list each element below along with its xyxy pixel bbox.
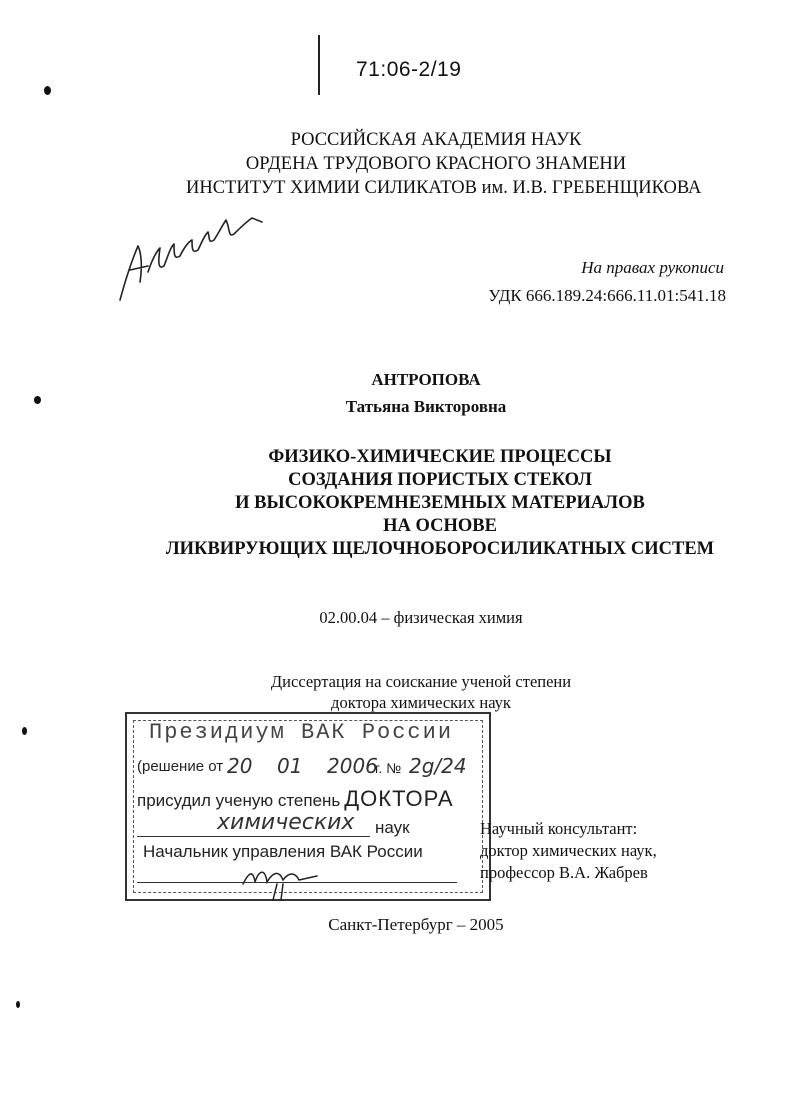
udc-code: УДК 666.189.24:666.11.01:541.18 <box>488 286 726 305</box>
scientific-consultant <box>480 818 657 884</box>
consultant-line: Научный консультант: <box>480 819 638 838</box>
decision-prefix: (решение от <box>137 758 224 775</box>
author-name: Татьяна Викторовна <box>345 397 507 416</box>
organization-line: ОРДЕНА ТРУДОВОГО КРАСНОГО ЗНАМЕНИ <box>245 154 627 174</box>
degree-line: доктора химических наук <box>331 693 511 712</box>
title-line: ФИЗИКО-ХИМИЧЕСКИЕ ПРОЦЕССЫ <box>268 447 612 467</box>
rights-note: На правах рукописи <box>581 258 724 277</box>
scan-margin-line <box>318 35 320 95</box>
stamp-heading: Президиум ВАК России <box>149 720 454 745</box>
science-handwritten: химических <box>217 810 355 835</box>
decision-year: 2006 <box>327 754 378 778</box>
vak-stamp <box>125 712 491 901</box>
consultant-line: профессор В.А. Жабрев <box>480 863 648 882</box>
decision-day: 20 <box>227 754 253 778</box>
science-suffix: наук <box>375 818 410 837</box>
decision-month: 01 <box>277 754 303 778</box>
decision-number-label: г. № <box>375 760 402 776</box>
award-text: присудил ученую степень <box>137 791 341 810</box>
organization-header <box>186 128 702 200</box>
scan-dot <box>22 727 27 735</box>
archive-code: 71:06-2/19 <box>356 58 462 81</box>
degree-line: Диссертация на соискание ученой степени <box>270 672 572 691</box>
stamp-award <box>137 786 454 812</box>
author-signature <box>112 208 272 308</box>
stamp-underline <box>137 836 370 837</box>
organization-line: ИНСТИТУТ ХИМИИ СИЛИКАТОВ им. И.В. ГРЕБЕНЩИКОВА <box>186 178 702 198</box>
degree-word: ДОКТОРА <box>344 786 454 811</box>
chief-signature <box>237 854 327 902</box>
consultant-line: доктор химических наук, <box>480 841 657 860</box>
title-line: НА ОСНОВЕ <box>383 516 497 536</box>
title-line: СОЗДАНИЯ ПОРИСТЫХ СТЕКОЛ <box>288 470 592 490</box>
city-year: Санкт-Петербург – 2005 <box>328 915 504 934</box>
scan-dot <box>16 1001 20 1008</box>
scan-dot <box>44 86 51 95</box>
title-line: И ВЫСОКОКРЕМНЕЗЕМНЫХ МАТЕРИАЛОВ <box>235 493 645 513</box>
stamp-signature-line <box>137 882 457 883</box>
organization-line: РОССИЙСКАЯ АКАДЕМИЯ НАУК <box>290 130 582 150</box>
decision-number: 2g/24 <box>409 754 467 778</box>
title-line: ЛИКВИРУЮЩИХ ЩЕЛОЧНОБОРОСИЛИКАТНЫХ СИСТЕМ <box>165 539 715 559</box>
specialty: 02.00.04 – физическая химия <box>319 608 523 627</box>
stamp-chief-title: Начальник управления ВАК России <box>143 842 423 861</box>
dissertation-degree <box>240 671 602 713</box>
author-surname: АНТРОПОВА <box>371 370 481 389</box>
dissertation-title <box>150 446 730 561</box>
stamp-decision <box>137 758 223 775</box>
